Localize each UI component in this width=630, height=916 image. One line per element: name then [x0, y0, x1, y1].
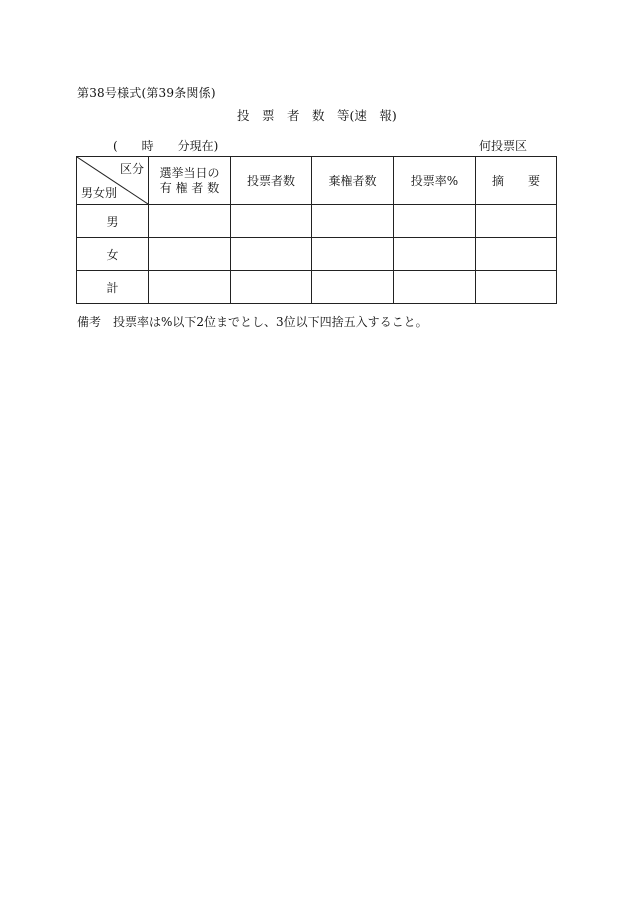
- table-header-row: [77, 157, 557, 205]
- header-registered-voters: [149, 157, 231, 205]
- table-row: [77, 271, 557, 304]
- header-registered-line1: 選挙当日の: [159, 165, 220, 180]
- table-row: [77, 205, 557, 238]
- cell-registered[interactable]: [149, 271, 231, 304]
- cell-abstainers[interactable]: [312, 238, 394, 271]
- header-abstainers: 棄権者数: [312, 157, 394, 205]
- cell-voters[interactable]: [231, 238, 312, 271]
- voting-district: 何投票区: [479, 139, 528, 153]
- header-voters: 投票者数: [231, 157, 312, 205]
- cell-voters[interactable]: [231, 271, 312, 304]
- remarks-note: 備考 投票率は%以下2位までとし、3位以下四捨五入すること。: [77, 315, 428, 329]
- header-turnout: 投票率%: [394, 157, 476, 205]
- row-label-female: 女: [77, 238, 149, 271]
- cell-remarks[interactable]: [476, 238, 557, 271]
- cell-turnout[interactable]: [394, 271, 476, 304]
- voter-count-table: [76, 156, 557, 304]
- row-label-total: 計: [77, 271, 149, 304]
- page-title: 投 票 者 数 等(速 報): [237, 108, 397, 123]
- header-registered-line2: 有 権 者 数: [159, 180, 220, 195]
- row-label-male: 男: [77, 205, 149, 238]
- cell-registered[interactable]: [149, 238, 231, 271]
- cell-abstainers[interactable]: [312, 205, 394, 238]
- table-row: [77, 238, 557, 271]
- header-remarks: 摘 要: [476, 157, 557, 205]
- corner-label-category: 区分: [119, 162, 144, 176]
- form-number: 第38号様式(第39条関係): [77, 86, 216, 100]
- corner-header-cell: [77, 157, 149, 205]
- cell-voters[interactable]: [231, 205, 312, 238]
- cell-remarks[interactable]: [476, 205, 557, 238]
- cell-turnout[interactable]: [394, 238, 476, 271]
- cell-abstainers[interactable]: [312, 271, 394, 304]
- cell-turnout[interactable]: [394, 205, 476, 238]
- corner-label-gender: 男女別: [81, 186, 118, 200]
- cell-registered[interactable]: [149, 205, 231, 238]
- time-as-of: ( 時 分現在): [113, 139, 219, 153]
- cell-remarks[interactable]: [476, 271, 557, 304]
